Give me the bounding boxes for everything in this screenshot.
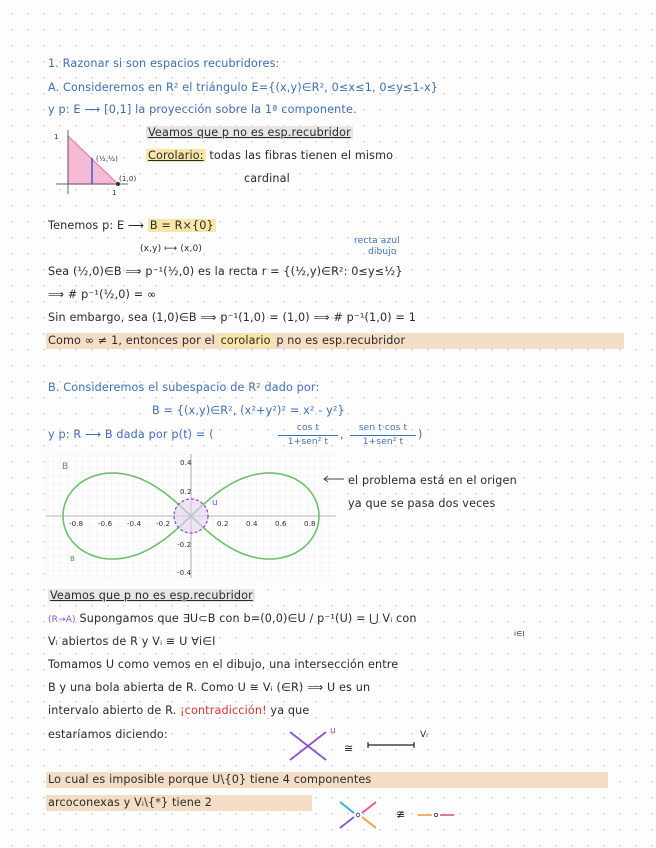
corolario-line bbox=[146, 149, 393, 163]
sketch-vi: Vᵢ bbox=[420, 730, 429, 740]
partA-statement-line1: A. Consideremos en R² el triángulo E={(x,y)∈R², 0≤x≤1, 0≤y≤1-x} bbox=[48, 81, 438, 94]
corolario-word: Corolario: bbox=[148, 149, 204, 162]
tomamos-line: Tomamos U como vemos en el dibujo, una intersección entre bbox=[48, 658, 399, 671]
partB-map-post: ) bbox=[418, 428, 423, 441]
lemniscate-graph bbox=[46, 454, 336, 578]
segment-sketch bbox=[366, 740, 416, 750]
vi-line: Vᵢ abiertos de R y Vᵢ ≅ U ∀i∈I bbox=[48, 635, 216, 648]
tick-y-2: 0.2 bbox=[180, 488, 192, 496]
conclusion-post: p no es esp.recubridor bbox=[272, 334, 406, 347]
partB-heading bbox=[48, 589, 255, 603]
note-recta-azul: recta azul bbox=[354, 236, 400, 246]
graph-label-B: B bbox=[62, 462, 69, 472]
tick-x-6: 0.4 bbox=[246, 520, 258, 528]
graph-note-2: ya que se pasa dos veces bbox=[348, 497, 496, 510]
partA-statement-line2: y p: E ⟶ [0,1] la proyección sobre la 1ª componente. bbox=[48, 103, 357, 116]
tick-x-8: 0.8 bbox=[304, 520, 316, 528]
sketch-cong: ≅ bbox=[344, 742, 354, 755]
sea-line: Sea (½,0)∈B ⟹ p⁻¹(½,0) es la recta r = {(½,y)∈R²: 0≤y≤½} bbox=[48, 265, 403, 278]
tick-x-4: -0.2 bbox=[156, 520, 171, 528]
conclusion-corolario: corolario bbox=[220, 334, 271, 347]
intervalo-post: ya que bbox=[266, 704, 310, 717]
partB-map-pre: y p: R ⟶ B dada por p(t) = ( bbox=[48, 428, 214, 441]
raa-text: Supongamos que ∃U⊂B con b=(0,0)∈U / p⁻¹(U) = ⋃ Vᵢ con bbox=[79, 612, 417, 625]
estariamos-line: estaríamos diciendo: bbox=[48, 728, 168, 741]
four-arm-sketch bbox=[336, 798, 380, 832]
tenemos-line bbox=[48, 219, 216, 233]
final-line-1: Lo cual es imposible porque U\{0} tiene 4 componentes bbox=[48, 773, 372, 786]
contradiccion: ¡contradicción! bbox=[180, 704, 267, 717]
note-dibujo: dibujo bbox=[368, 247, 397, 257]
projection-map: (x,y) ⟼ (x,0) bbox=[140, 244, 203, 254]
raa-tag: (R→A) bbox=[48, 615, 76, 625]
B-definition: B = R×{0} bbox=[149, 219, 214, 232]
fig-label-point: (½,½) bbox=[96, 155, 119, 163]
graph-note-1: el problema está en el origen bbox=[348, 474, 517, 487]
raa-line bbox=[48, 612, 417, 627]
frac2-denominator: 1+sen² t bbox=[362, 437, 404, 447]
tick-y-4: -0.4 bbox=[177, 569, 192, 577]
tick-y-1: 0.4 bbox=[180, 459, 192, 467]
graph-label-bottom: B bbox=[70, 555, 75, 563]
tick-x-1: -0.8 bbox=[69, 520, 84, 528]
cardinal-infinite: ⟹ # p⁻¹(½,0) = ∞ bbox=[48, 288, 157, 301]
bola-line: B y una bola abierta de R. Como U ≅ Vᵢ (∈R) ⟹ U es un bbox=[48, 681, 371, 694]
conclusion-pre: Como ∞ ≠ 1, entonces por el bbox=[48, 334, 219, 347]
frac1-numerator: cos t bbox=[278, 421, 338, 436]
frac1-denominator: 1+sen² t bbox=[287, 437, 329, 447]
triangle-figure bbox=[48, 128, 148, 204]
corolario-text: todas las fibras tienen el mismo bbox=[205, 149, 394, 162]
split-segment-sketch bbox=[416, 810, 456, 820]
sin-embargo-line: Sin embargo, sea (1,0)∈B ⟹ p⁻¹(1,0) = (1,0) ⟹ # p⁻¹(1,0) = 1 bbox=[48, 311, 416, 324]
sketch-u: u bbox=[330, 726, 336, 736]
partB-heading-text: Veamos que p no es esp.recubridor bbox=[50, 589, 253, 602]
frac2-numerator: sen t·cos t bbox=[350, 421, 416, 436]
cross-sketch bbox=[286, 728, 330, 764]
final-line-2: arcoconexas y Vᵢ\{*} tiene 2 bbox=[48, 796, 213, 809]
tick-x-5: 0.2 bbox=[217, 520, 229, 528]
note-arrow bbox=[322, 474, 346, 484]
fig-label-right: (1,0) bbox=[119, 175, 137, 183]
partA-heading bbox=[146, 126, 353, 140]
corolario-text-2: cardinal bbox=[244, 172, 290, 185]
union-index: i∈I bbox=[514, 630, 525, 638]
fig-label-top: 1 bbox=[54, 133, 59, 141]
tick-x-3: -0.4 bbox=[127, 520, 142, 528]
graph-label-u: u bbox=[212, 498, 218, 508]
intervalo-line bbox=[48, 704, 309, 718]
sketch-ncong: ≇ bbox=[396, 808, 406, 821]
tick-x-7: 0.6 bbox=[275, 520, 287, 528]
fig-label-bottom: 1 bbox=[112, 189, 117, 197]
tenemos-text: Tenemos p: E ⟶ bbox=[48, 219, 148, 232]
tick-y-3: -0.2 bbox=[177, 541, 192, 549]
partB-statement-line1: B. Consideremos el subespacio de R² dado por: bbox=[48, 381, 320, 394]
tick-x-2: -0.6 bbox=[98, 520, 113, 528]
partA-heading-text: Veamos que p no es esp.recubridor bbox=[148, 126, 351, 139]
partB-B-definition: B = {(x,y)∈R², (x²+y²)² = x² - y²} bbox=[152, 404, 345, 417]
intervalo-text: intervalo abierto de R. bbox=[48, 704, 181, 717]
frac-comma: , bbox=[340, 428, 344, 441]
conclusion-line bbox=[48, 334, 405, 348]
section-title: 1. Razonar si son espacios recubridores: bbox=[48, 57, 280, 70]
